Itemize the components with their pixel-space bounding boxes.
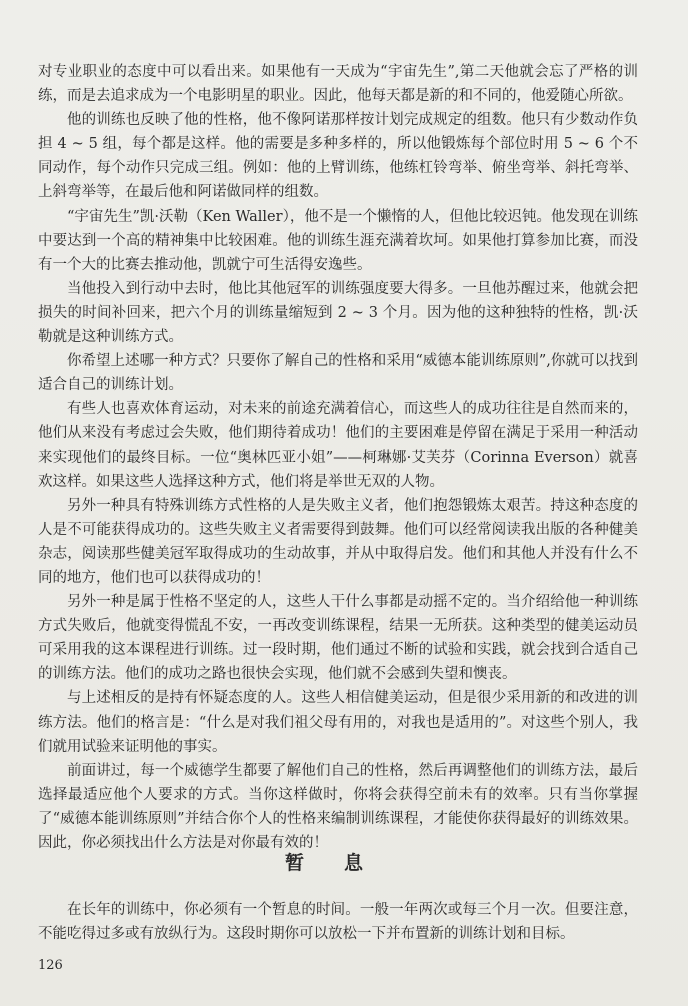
paragraph: 你希望上述哪一种方式？只要你了解自己的性格和采用“威德本能训练原则”,你就可以找到适合自己的训练计划。 [38, 353, 638, 394]
paragraph-continued: 对专业职业的态度中可以看出来。如果他有一天成为“宇宙先生”,第二天他就会忘了严格的训练，而是去追求成为一个电影明星的职业。因此，他每天都是新的和不同的，他爱随心所欲。 [38, 64, 638, 105]
paragraph: 前面讲过，每一个威德学生都要了解他们自己的性格，然后再调整他们的训练方法，最后选择最适应他个人要求的方式。当你这样做时，你将会获得空前未有的效率。只有当你掌握了“威德本能训练原则”并结合你个人的性格来编制训练课程，才能使你获得最好的训练效果。因此，你必须找出什么方法是对你最有效的！ [38, 762, 638, 851]
section-body-text [38, 898, 638, 946]
paragraph: 在长年的训练中，你必须有一个暂息的时间。一般一年两次或每三个月一次。但要注意，不能吃得过多或有放纵行为。这段时期你可以放松一下并布置新的训练计划和目标。 [38, 902, 638, 943]
paragraph: 他的训练也反映了他的性格，他不像阿诺那样按计划完成规定的组数。他只有少数动作负担 4 ~ 5 组，每个都是这样。他的需要是多种多样的，所以他锻炼每个部位时用 5 ~ 6 个不同动作，每个动作只完成三组。例如：他的上臂训练，他练杠铃弯举、俯坐弯举、斜托弯举、上斜弯举等，在最后他和阿诺做同样的组数。 [38, 112, 638, 201]
paragraph: 另外一种具有特殊训练方式性格的人是失败主义者，他们抱怨锻炼太艰苦。持这种态度的人是不可能获得成功的。这些失败主义者需要得到鼓舞。他们可以经常阅读我出版的各种健美杂志，阅读那些健美冠军取得成功的生动故事，并从中取得启发。他们和其他人并没有什么不同的地方，他们也可以获得成功的！ [38, 497, 638, 586]
section-heading: 暂息 [284, 852, 403, 874]
paragraph: 与上述相反的是持有怀疑态度的人。这些人相信健美运动，但是很少采用新的和改进的训练方法。他们的格言是：“什么是对我们祖父母有用的，对我也是适用的”。对这些个别人，我们就用试验来证明他的事实。 [38, 690, 638, 755]
paragraph: 有些人也喜欢体育运动，对未来的前途充满着信心，而这些人的成功往往是自然而来的，他们从来没有考虑过会失败，他们期待着成功！他们的主要困难是停留在满足于采用一种活动来实现他们的最终目标。一位“奥林匹亚小姐”——柯琳娜·艾芙芬（Corinna Everson）就喜欢这样。如果这些人选择这种方式，他们将是举世无双的人物。 [38, 401, 638, 490]
page-number: 126 [38, 958, 63, 973]
paragraph: “宇宙先生”凯·沃勒（Ken Waller），他不是一个懒惰的人，但他比较迟钝。他发现在训练中要达到一个高的精神集中比较困难。他的训练生涯充满着坎坷。如果他打算参加比赛，而没有一个大的比赛去推动他，凯就宁可生活得安逸些。 [38, 208, 638, 273]
paragraph: 另外一种是属于性格不坚定的人，这些人干什么事都是动摇不定的。当介绍给他一种训练方式失败后，他就变得慌乱不安，一再改变训练课程，结果一无所获。这种类型的健美运动员可采用我的这本课程进行训练。过一段时期，他们通过不断的试验和实践，就会找到合适自己的训练方法。他们的成功之路也很快会实现，他们就不会感到失望和懊丧。 [38, 594, 638, 683]
paragraph: 当他投入到行动中去时，他比其他冠军的训练强度要大得多。一旦他苏醒过来，他就会把损失的时间补回来，把六个月的训练量缩短到 2 ~ 3 个月。因为他的这种独特的性格，凯·沃勒就是这种训练方式。 [38, 280, 638, 346]
body-text [38, 60, 638, 855]
